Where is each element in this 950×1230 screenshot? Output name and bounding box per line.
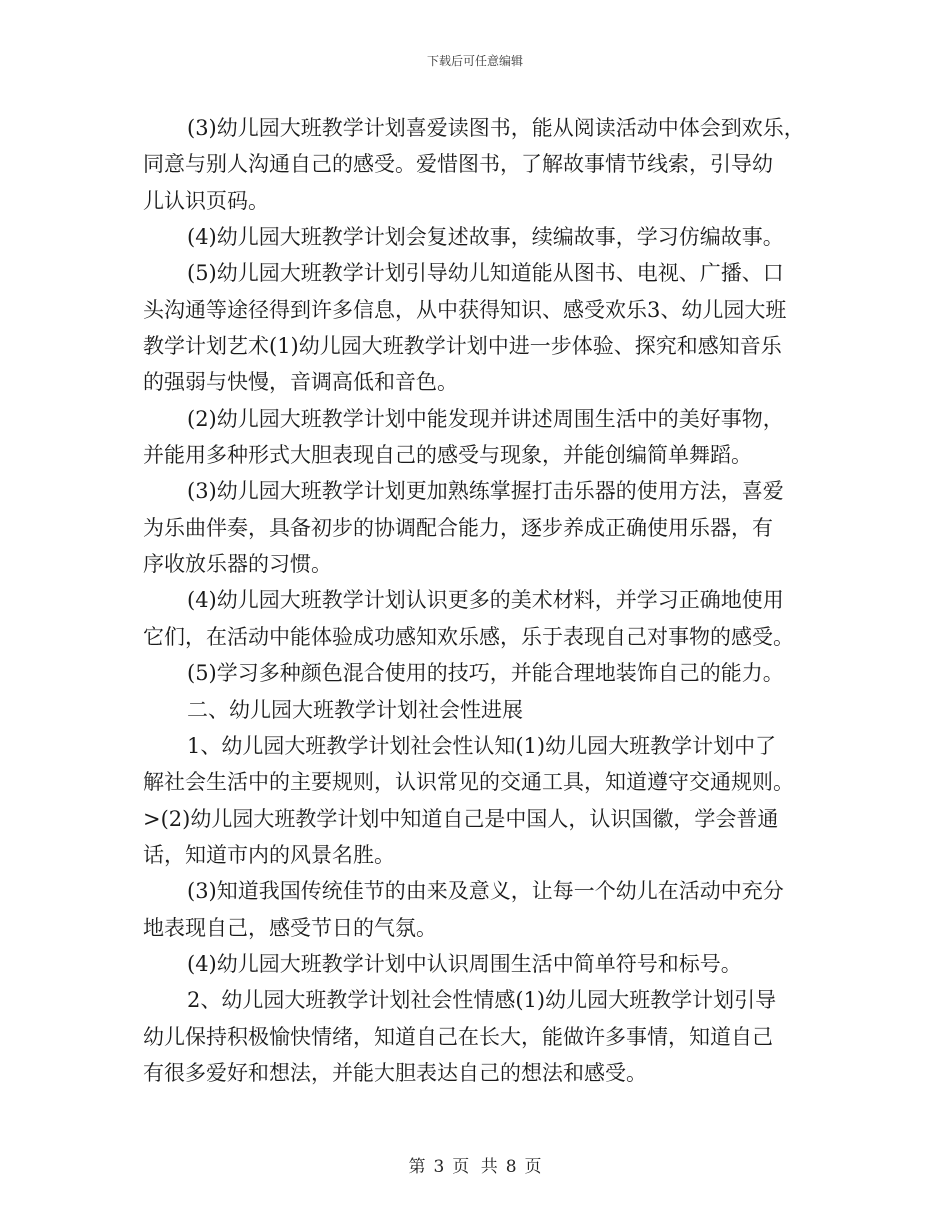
text-line: 头沟通等途径得到许多信息，从中获得知识、感受欢乐3、幼儿园大班 [143, 297, 787, 322]
footer-prefix: 第 [408, 1157, 426, 1177]
text-line: (3)幼儿园大班教学计划喜爱读图书，能从阅读活动中体会到欢乐， [187, 116, 805, 140]
text-line: (2)幼儿园大班教学计划中能发现并讲述周围生活中的美好事物， [187, 406, 784, 431]
footer-middle: 页 共 [452, 1157, 498, 1177]
text-line: 幼儿保持积极愉快情绪，知道自己在长大，能做许多事情，知道自己 [143, 1024, 773, 1049]
text-line: (4)幼儿园大班教学计划中认识周围生活中简单符号和标号。 [187, 951, 742, 976]
page-footer [0, 1152, 950, 1177]
text-line: 并能用多种形式大胆表现自己的感受与现象，并能创编简单舞蹈。 [143, 443, 752, 468]
current-page-number: 3 [433, 1157, 445, 1177]
text-line: 教学计划艺术(1)幼儿园大班教学计划中进一步体验、探究和感知音乐 [143, 334, 782, 359]
text-line: 的强弱与快慢，音调高低和音色。 [143, 370, 458, 395]
text-line: 同意与别人沟通自己的感受。爱惜图书，了解故事情节线索，引导幼 [143, 152, 773, 177]
text-line: 1、幼儿园大班教学计划社会性认知(1)幼儿园大班教学计划中了 [187, 733, 777, 758]
text-line: (5)幼儿园大班教学计划引导幼儿知道能从图书、电视、广播、口 [187, 261, 784, 286]
text-line: 地表现自己，感受节日的气氛。 [143, 915, 437, 940]
text-line: 它们，在活动中能体验成功感知欢乐感，乐于表现自己对事物的感受。 [143, 624, 794, 649]
footer-suffix: 页 [524, 1157, 542, 1177]
text-line: 2、幼儿园大班教学计划社会性情感(1)幼儿园大班教学计划引导 [187, 988, 777, 1013]
page-header: 下载后可任意编辑 [426, 54, 523, 68]
text-line: (4)幼儿园大班教学计划会复述故事，续编故事，学习仿编故事。 [187, 225, 784, 250]
document-body [143, 110, 815, 1091]
text-line: (4)幼儿园大班教学计划认识更多的美术材料，并学习正确地使用 [187, 588, 784, 613]
text-line: 序收放乐器的习惯。 [143, 552, 332, 577]
text-line: (3)知道我国传统佳节的由来及意义，让每一个幼儿在活动中充分 [187, 879, 784, 904]
text-line: >(2)幼儿园大班教学计划中知道自己是中国人，认识国徽，学会普通 [143, 806, 779, 831]
text-line: 儿认识页码。 [143, 188, 269, 213]
text-line: 为乐曲伴奏，具备初步的协调配合能力，逐步养成正确使用乐器，有 [143, 515, 773, 540]
text-line: 解社会生活中的主要规则，认识常见的交通工具，知道遵守交通规则。 [143, 770, 794, 795]
text-line: 话，知道市内的风景名胜。 [143, 842, 395, 867]
text-line: (3)幼儿园大班教学计划更加熟练掌握打击乐器的使用方法，喜爱 [187, 479, 784, 504]
text-line: 二、幼儿园大班教学计划社会性进展 [187, 697, 523, 722]
text-line: 有很多爱好和想法，并能大胆表达自己的想法和感受。 [143, 1060, 647, 1085]
total-pages-number: 8 [505, 1157, 517, 1177]
text-line: (5)学习多种颜色混合使用的技巧，并能合理地装饰自己的能力。 [187, 661, 784, 686]
